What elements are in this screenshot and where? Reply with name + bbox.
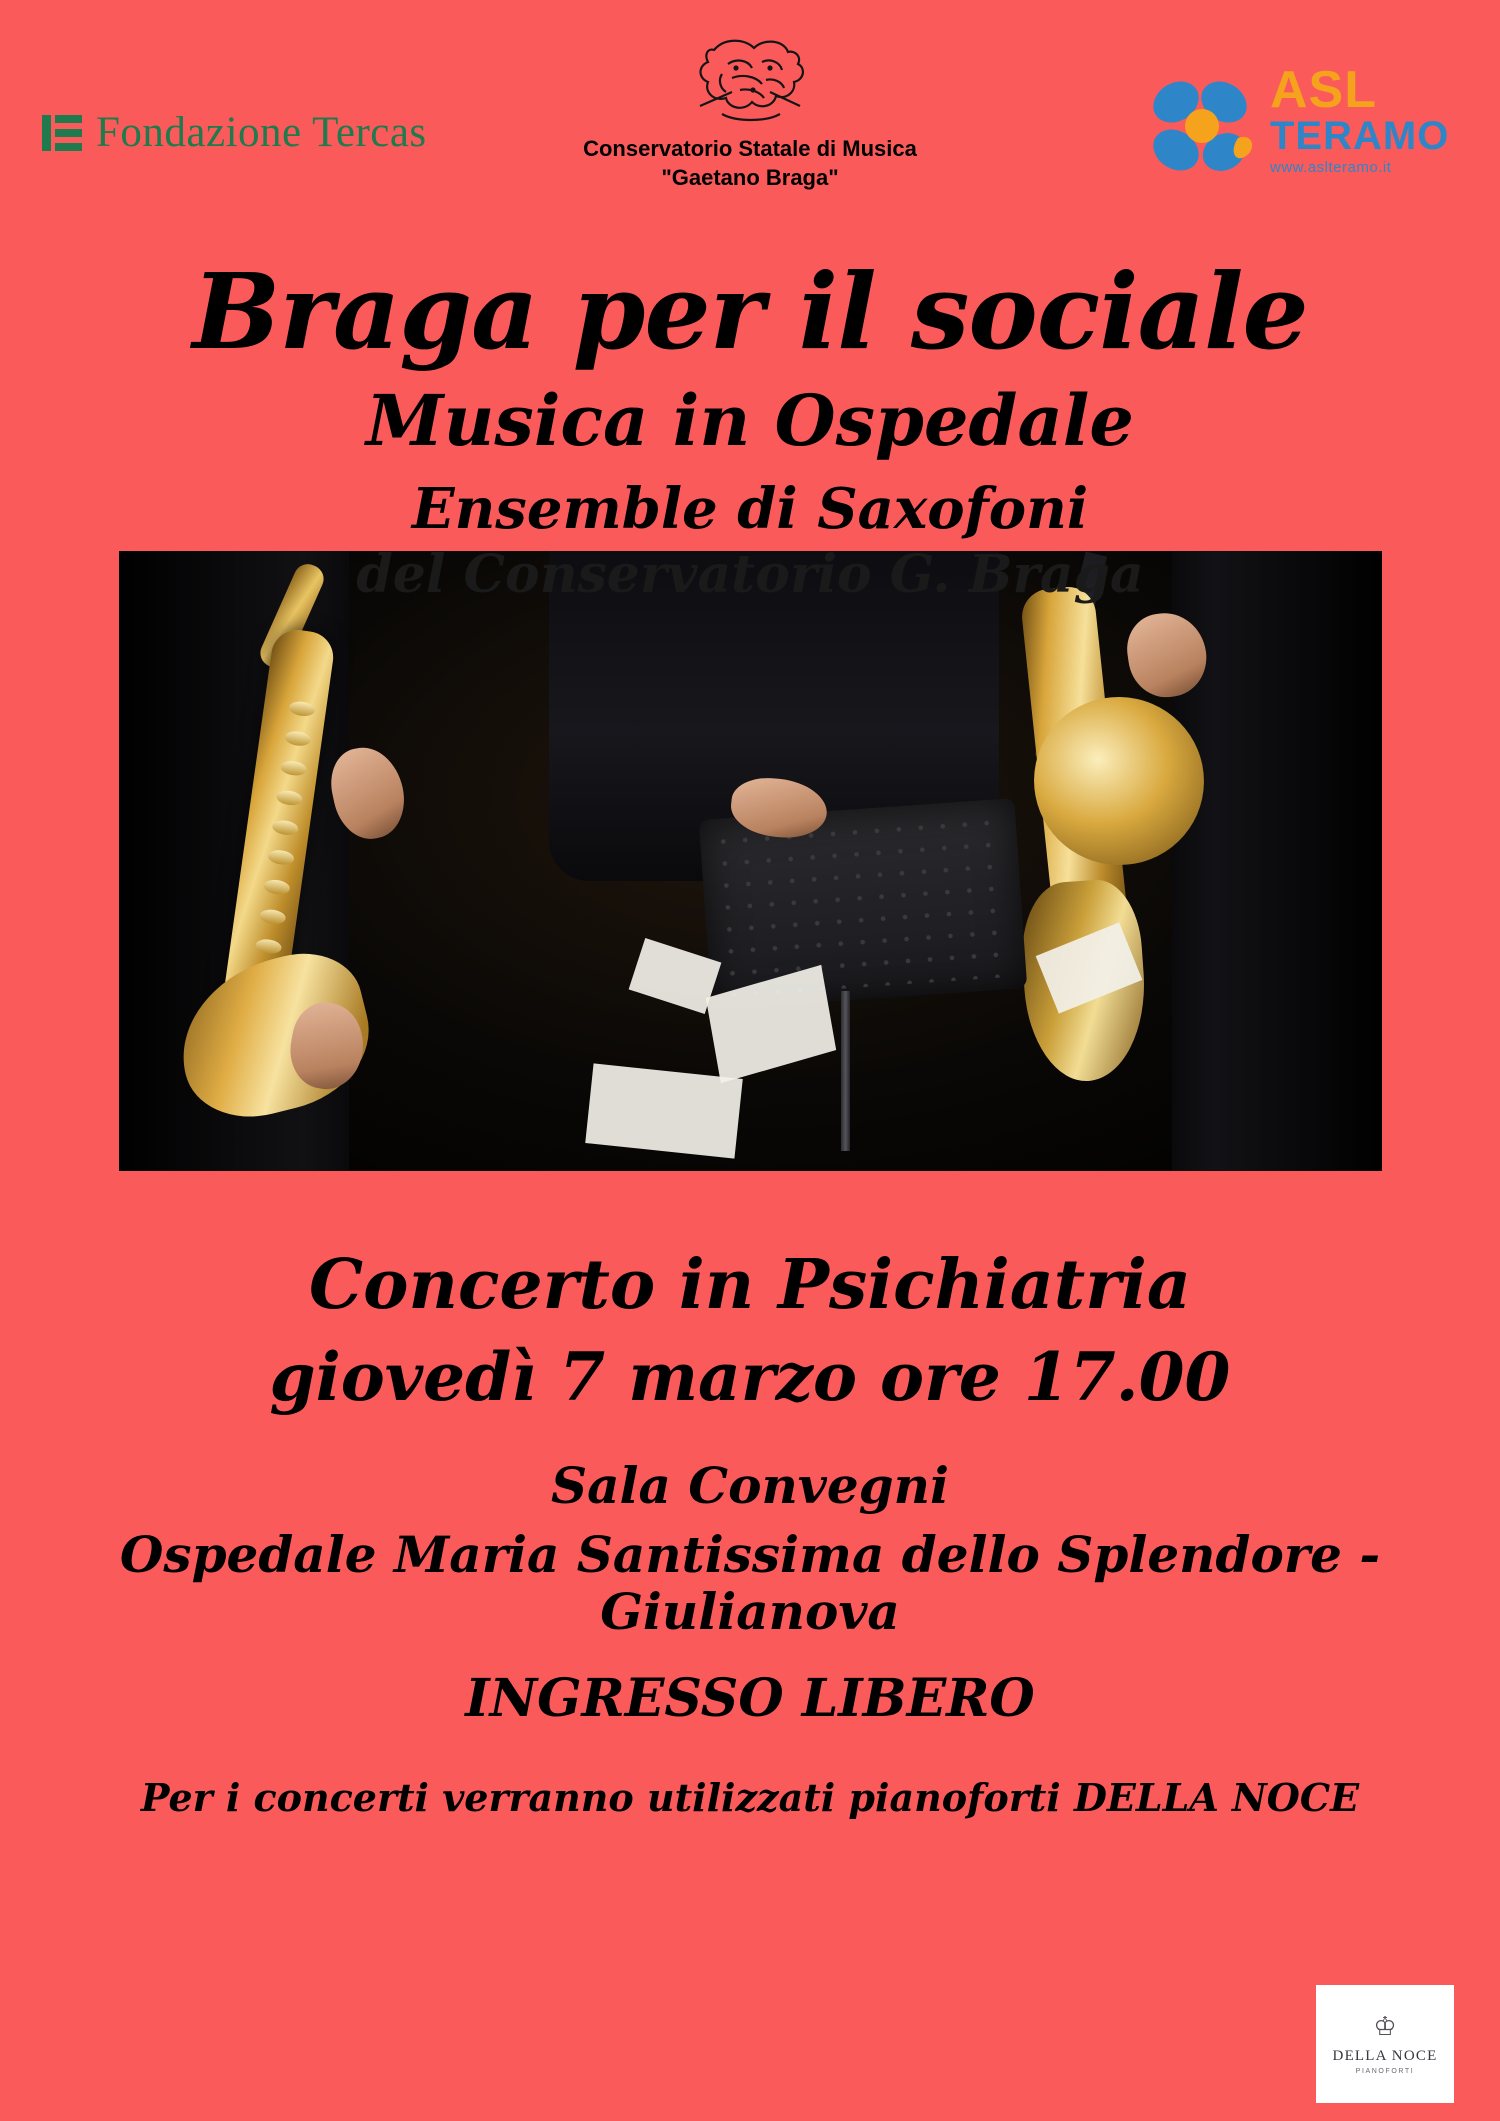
sponsor-asl-teramo	[1142, 60, 1450, 190]
concert-photo	[119, 551, 1382, 1171]
della-noce-crown-icon: ♔	[1373, 2011, 1397, 2041]
event-datetime: giovedì 7 marzo ore 17.00	[269, 1338, 1231, 1417]
event-title: Concerto in Psichiatria	[309, 1245, 1191, 1326]
ensemble-name-line-1: Ensemble di Saxofoni	[411, 475, 1089, 542]
conservatorio-crest-icon	[670, 34, 830, 126]
poster-subtitle: Musica in Ospedale	[366, 379, 1134, 463]
event-pianos-note: Per i concerti verranno utilizzati pianoforti DELLA NOCE	[140, 1775, 1360, 1821]
asl-city: TERAMO	[1270, 113, 1450, 158]
conservatorio-line-2: "Gaetano Braga"	[661, 165, 839, 191]
ensemble-name-line-2: del Conservatorio G. Braga	[356, 544, 1144, 606]
conservatorio-line-1: Conservatorio Statale di Musica	[583, 136, 917, 161]
asl-wordmark	[1270, 61, 1450, 176]
photo-music-stand-pole	[841, 991, 850, 1151]
concert-photo-image	[119, 551, 1382, 1171]
event-venue-name: Ospedale Maria Santissima dello Splendore - Giulianova	[119, 1525, 1381, 1642]
della-noce-subtitle: PIANOFORTI	[1355, 2067, 1415, 2075]
sponsor-della-noce	[1316, 1985, 1454, 2103]
sponsor-conservatorio-name	[490, 134, 1010, 192]
poster-header	[0, 0, 1500, 235]
asl-website: www.aslteramo.it	[1270, 158, 1392, 176]
photo-sheet-music	[585, 1063, 743, 1158]
sponsor-conservatorio	[490, 34, 1010, 192]
poster-title: Braga per il sociale	[192, 250, 1308, 373]
tercas-logo-icon	[42, 113, 82, 153]
della-noce-name: DELLA NOCE	[1332, 2047, 1438, 2064]
asl-flower-icon	[1142, 72, 1262, 182]
event-venue-room: Sala Convegni	[551, 1456, 949, 1516]
asl-acronym: ASL	[1270, 61, 1377, 119]
event-admission: INGRESSO LIBERO	[465, 1668, 1035, 1730]
sponsor-fondazione-tercas	[42, 108, 427, 157]
sponsor-fondazione-tercas-label: Fondazione Tercas	[96, 109, 427, 156]
photo-music-stand	[698, 798, 1026, 1010]
